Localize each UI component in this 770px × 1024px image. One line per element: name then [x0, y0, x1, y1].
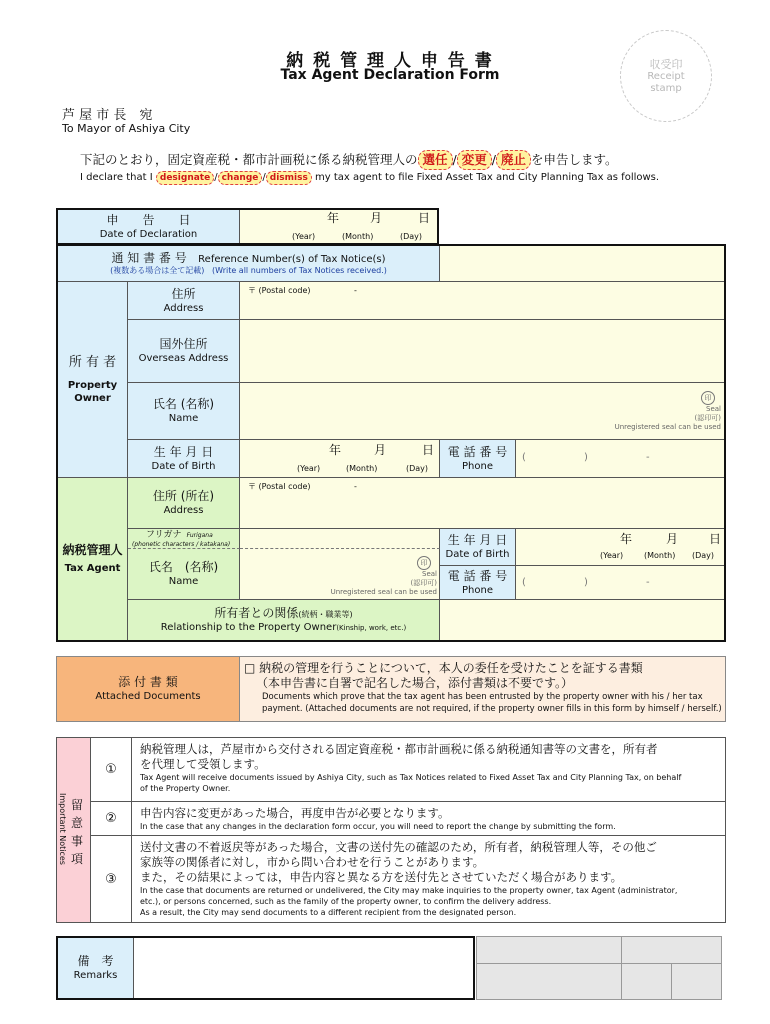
owner-overseas-label-ja: 国外住所 [159, 337, 208, 351]
agent-phone-label-en: Phone [462, 584, 493, 596]
intro-ja-post: を申告します。 [531, 152, 618, 167]
day-kanji: 日 [709, 532, 722, 546]
year-kanji: 年 [327, 211, 340, 225]
agent-seal-ja: (認印可) [410, 579, 437, 587]
year-en: (Year) [600, 551, 624, 560]
attached-documents-content [240, 657, 725, 721]
owner-address-field[interactable] [240, 282, 724, 320]
agent-phone-label-ja: 電 話 番 号 [447, 568, 508, 583]
owner-dob-field[interactable] [240, 440, 440, 478]
owner-phone-label-ja: 電 話 番 号 [447, 444, 508, 459]
owner-overseas-label [128, 320, 240, 383]
agent-address-label-ja: 住所 (所在) [152, 489, 215, 503]
intro-en [80, 171, 760, 185]
owner-overseas-field[interactable] [240, 320, 724, 383]
office-use-cell [622, 937, 721, 964]
relationship-line-en [161, 621, 406, 634]
owner-name-field[interactable] [240, 383, 724, 440]
agent-relationship-label [128, 600, 440, 640]
owner-address-label [128, 282, 240, 320]
owner-phone-label-en: Phone [462, 460, 493, 472]
option-change-ja[interactable]: 変更 [457, 150, 492, 170]
attached-label-ja: 添 付 書 類 [118, 675, 178, 689]
important-notices-table [56, 737, 726, 923]
owner-dob-label-en: Date of Birth [151, 460, 216, 472]
agent-dob-label [440, 529, 516, 566]
month-en: (Month) [342, 232, 374, 241]
stamp-label-en2: stamp [650, 82, 682, 94]
notice-3-en1: In the case that documents are returned or undelivered, the City may make inquiries to the property owner, tax Agent (administrator, [140, 886, 678, 895]
owner-name-label-en: Name [168, 413, 199, 424]
intro-sep: / [214, 172, 218, 183]
owner-address-label-en: Address [163, 302, 204, 314]
agent-postal-dash: - [354, 482, 357, 491]
attached-en2: payment. (Attached documents are not required, if the property owner fills in this form by himself / herself.) [262, 704, 722, 714]
declaration-date-field[interactable] [240, 210, 437, 243]
year-en: (Year) [292, 232, 316, 241]
notice-item-1 [132, 738, 725, 802]
agent-section-label [58, 478, 128, 640]
office-use-cell [672, 964, 721, 999]
relationship-ja-small: (続柄・職業等) [298, 610, 353, 619]
relationship-en: Relationship to the Property Owner [160, 622, 337, 633]
agent-dob-label-en: Date of Birth [445, 549, 510, 560]
notice-number-1: ① [91, 738, 132, 802]
attached-en1: Documents which prove that the tax agent has been entrusted by the property owner with his / her tax [262, 692, 703, 702]
agent-phone-label [440, 566, 516, 600]
owner-label-en2: Owner [74, 392, 111, 404]
intro-en-pre: I declare that I [80, 172, 153, 183]
remarks-label-en: Remarks [73, 970, 118, 981]
owner-dob-label-ja: 生 年 月 日 [153, 444, 214, 459]
notice-number-note-en: (Write all numbers of Tax Notices received.) [212, 266, 387, 275]
seal-mark-icon: 印 [701, 391, 715, 405]
remarks-label [58, 938, 134, 998]
notice-1-en1: Tax Agent will receive documents issued by Ashiya City, such as Tax Notices related to Fixed Asset Tax and City Planning Tax, on behalf [140, 773, 682, 782]
notice-number-field[interactable] [440, 246, 724, 282]
office-use-cell [477, 937, 622, 964]
agent-name-label-en: Name [168, 576, 199, 587]
notice-number-note-ja: (複数ある場合は全て記載) [110, 266, 205, 275]
option-designate-ja[interactable]: 選任 [418, 150, 453, 170]
notice-number-3: ③ [91, 836, 132, 922]
month-kanji: 月 [374, 443, 387, 457]
year-en: (Year) [297, 464, 321, 473]
owner-seal-area [571, 391, 721, 432]
notice-3-ja2: 家族等の関係者に対し，市から問い合わせを行うことがあります。 [140, 855, 485, 869]
paren-open: ( [522, 577, 526, 588]
agent-relationship-field[interactable] [440, 600, 724, 640]
remarks-table [56, 936, 475, 1000]
remarks-field[interactable] [134, 938, 473, 998]
attached-documents-label [57, 657, 240, 721]
day-en: (Day) [692, 551, 715, 560]
month-en: (Month) [346, 464, 378, 473]
agent-label-en: Tax Agent [64, 563, 121, 574]
intro-ja [80, 150, 760, 170]
office-use-cell [622, 964, 672, 999]
agent-postal-code: 〒 (Postal code) [248, 482, 311, 491]
option-dismiss-en[interactable]: dismiss [266, 171, 312, 185]
owner-address-label-ja: 住所 [171, 286, 196, 301]
notice-number-note [110, 266, 387, 276]
owner-seal-ja: (認印可) [694, 414, 721, 422]
owner-phone-field[interactable] [516, 440, 724, 478]
agent-label-ja: 納税管理人 [62, 543, 123, 557]
notice-item-3 [132, 836, 725, 922]
phone-dash: - [646, 577, 650, 588]
notice-3-en2: etc.), or persons concerned, such as the family of the property owner, to confirm the delivery address. [140, 897, 552, 906]
agent-furigana-note: (phonetic characters / katakana) [132, 541, 231, 548]
stamp-label-en1: Receipt [647, 70, 685, 82]
declaration-date-label [58, 210, 240, 243]
month-kanji: 月 [666, 532, 679, 546]
paren-close: ) [584, 577, 588, 588]
attached-documents-table [56, 656, 726, 722]
intro-sep: / [262, 172, 266, 183]
agent-address-label-en: Address [163, 505, 204, 516]
office-use-cell [477, 964, 622, 999]
notice-1-en2: of the Property Owner. [140, 784, 231, 793]
owner-phone-label [440, 440, 516, 478]
agent-furigana-ja: フリガナ [146, 530, 182, 540]
declaration-date-table [56, 208, 439, 245]
agent-name-label [128, 549, 240, 600]
owner-name-label-ja: 氏名 (名称) [152, 397, 215, 411]
agent-address-label [128, 478, 240, 529]
day-kanji: 日 [418, 211, 431, 225]
agent-furigana-en: Furigana [186, 532, 213, 539]
agent-seal-en: Seal [422, 570, 437, 578]
owner-overseas-label-en: Overseas Address [138, 353, 229, 364]
declaration-date-label-en: Date of Declaration [99, 228, 198, 240]
option-designate-en[interactable]: designate [156, 171, 214, 185]
attached-checkbox[interactable]: □ [244, 661, 256, 675]
attached-line2: （本申告書に自署で記名した場合，添付書類は不要です。） [256, 676, 574, 690]
intro-sep: / [452, 152, 457, 167]
notice-number-label [58, 246, 440, 282]
agent-dob-field[interactable] [516, 529, 724, 566]
year-kanji: 年 [329, 443, 342, 457]
notice-2-ja1: 申告内容に変更があった場合，再度申告が必要となります。 [140, 806, 450, 820]
form-title-ja: 納 税 管 理 人 申 告 書 [286, 51, 494, 71]
year-kanji: 年 [620, 532, 633, 546]
declaration-date-label-ja: 申 告 日 [106, 212, 191, 227]
notice-number-2: ② [91, 802, 132, 836]
office-use-grid [476, 936, 722, 1000]
attached-label-en: Attached Documents [95, 691, 201, 702]
agent-name-label-ja: 氏名 (名称) [148, 560, 219, 574]
notice-number-label-line [111, 251, 385, 266]
intro-sep: / [491, 152, 496, 167]
day-kanji: 日 [422, 443, 435, 457]
owner-postal-dash: - [354, 286, 357, 295]
owner-dob-label [128, 440, 240, 478]
paren-close: ) [584, 452, 588, 463]
phone-dash: - [646, 452, 650, 463]
notices-label [57, 738, 91, 922]
owner-section-label [58, 282, 128, 478]
relationship-line-ja [214, 606, 352, 621]
month-kanji: 月 [370, 211, 383, 225]
remarks-label-ja: 備 考 [77, 954, 114, 968]
notice-number-label-ja: 通 知 書 番 号 [111, 251, 187, 265]
agent-furigana-label [128, 529, 240, 549]
agent-dob-label-ja: 生 年 月 日 [447, 533, 508, 547]
notices-label-ja: 留意事項 [70, 798, 83, 866]
agent-seal-area [287, 556, 437, 597]
agent-furigana-field[interactable] [240, 529, 440, 549]
day-en: (Day) [400, 232, 423, 241]
day-en: (Day) [406, 464, 429, 473]
intro-en-post: my tax agent to file Fixed Asset Tax and City Planning Tax as follows. [315, 172, 660, 183]
stamp-label-ja: 収受印 [649, 57, 683, 71]
owner-label-ja: 所 有 者 [68, 354, 117, 370]
notice-number-label-en: Reference Number(s) of Tax Notice(s) [198, 254, 386, 265]
owner-seal-note: Unregistered seal can be used [614, 423, 721, 431]
agent-name-field[interactable] [240, 549, 440, 600]
owner-postal-code: 〒 (Postal code) [248, 286, 311, 295]
attached-line1-text: 納税の管理を行うことについて，本人の委任を受けたことを証する書類 [259, 661, 643, 675]
notice-2-en1: In the case that any changes in the declaration form occur, you will need to report the change by submitting the form. [140, 822, 616, 831]
agent-furigana-title [128, 529, 239, 541]
receipt-stamp-area [620, 30, 712, 122]
agent-address-field[interactable] [240, 478, 724, 529]
attached-line1 [244, 661, 725, 676]
agent-seal-note: Unregistered seal can be used [330, 588, 437, 596]
month-en: (Month) [644, 551, 676, 560]
paren-open: ( [522, 452, 526, 463]
seal-mark-icon: 印 [417, 556, 431, 570]
notices-label-en: Important Notices [58, 793, 67, 865]
relationship-ja: 所有者との関係 [214, 606, 299, 620]
option-change-en[interactable]: change [218, 171, 263, 185]
addressee-ja: 芦 屋 市 長 宛 [62, 108, 153, 123]
notice-1-ja1: 納税管理人は，芦屋市から交付される固定資産税・都市計画税に係る納税通知書等の文書を，所有者 [140, 742, 658, 756]
notice-3-en3: As a result, the City may send documents to a different recipient from the designated person. [140, 908, 517, 917]
option-dismiss-ja[interactable]: 廃止 [496, 150, 531, 170]
form-title-en: Tax Agent Declaration Form [280, 67, 500, 83]
notice-3-ja1: 送付文書の不着返戻等があった場合，文書の送付先の確認のため，所有者，納税管理人等，その他ご [140, 840, 657, 854]
notice-1-ja2: を代理して受領します。 [140, 757, 266, 771]
owner-name-label [128, 383, 240, 440]
notice-3-ja3: また，その結果によっては，申告内容と異なる方を送付先とさせていただく場合があります。 [140, 870, 623, 884]
intro-ja-pre: 下記のとおり，固定資産税・都市計画税に係る納税管理人の [80, 152, 418, 167]
owner-label-en1: Property [67, 379, 118, 391]
owner-seal-en: Seal [706, 405, 721, 413]
notice-item-2 [132, 802, 725, 836]
agent-phone-field[interactable] [516, 566, 724, 600]
relationship-en-small: (Kinship, work, etc.) [336, 624, 407, 632]
main-table [56, 244, 726, 642]
addressee-en: To Mayor of Ashiya City [62, 122, 191, 135]
